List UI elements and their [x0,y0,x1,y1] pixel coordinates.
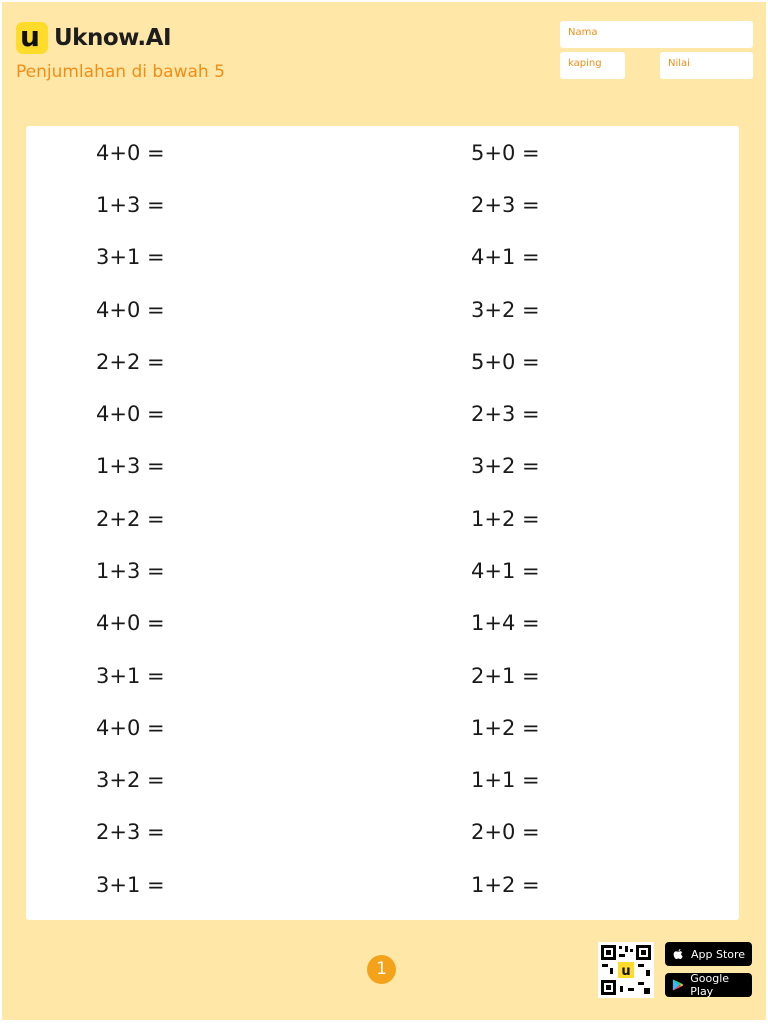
google-play-label: Google Play [690,972,730,998]
problem-left-1: 4+0 = [96,141,165,165]
name-field[interactable] [560,21,753,48]
problem-right-15: 1+2 = [471,873,540,897]
problem-right-4: 3+2 = [471,298,540,322]
uknow-logo-icon [16,22,48,54]
problem-left-6: 4+0 = [96,402,165,426]
problem-left-2: 1+3 = [96,193,165,217]
problem-left-7: 1+3 = [96,454,165,478]
brand [16,22,171,54]
svg-text:u: u [621,964,631,979]
problem-right-14: 2+0 = [471,820,540,844]
problem-left-12: 4+0 = [96,716,165,740]
problem-left-3: 3+1 = [96,245,165,269]
problem-left-13: 3+2 = [96,768,165,792]
worksheet-title: Penjumlahan di bawah 5 [16,62,225,82]
logo-letter: u [20,20,40,53]
apple-icon [671,947,685,961]
problem-right-11: 2+1 = [471,664,540,688]
class-field-label: kaping [568,58,602,69]
qr-code-icon [598,942,654,998]
problem-left-8: 2+2 = [96,507,165,531]
problem-right-7: 3+2 = [471,454,540,478]
problem-left-9: 1+3 = [96,559,165,583]
problem-right-12: 1+2 = [471,716,540,740]
class-field[interactable] [560,52,625,79]
problem-right-6: 2+3 = [471,402,540,426]
problem-right-13: 1+1 = [471,768,540,792]
problem-left-15: 3+1 = [96,873,165,897]
name-field-label: Nama [568,27,598,38]
problem-left-11: 3+1 = [96,664,165,688]
app-store-button[interactable] [665,942,752,966]
problem-right-5: 5+0 = [471,350,540,374]
app-store-label: App Store [691,947,746,961]
problem-left-5: 2+2 = [96,350,165,374]
problem-right-9: 4+1 = [471,559,540,583]
google-play-button[interactable] [665,973,752,997]
brand-name: Uknow.AI [54,25,172,51]
problem-left-14: 2+3 = [96,820,165,844]
page-number: 1 [367,955,396,984]
problem-right-3: 4+1 = [471,245,540,269]
problem-left-10: 4+0 = [96,611,165,635]
problem-right-8: 1+2 = [471,507,540,531]
google-play-icon [671,978,684,992]
problem-left-4: 4+0 = [96,298,165,322]
problem-right-2: 2+3 = [471,193,540,217]
problem-right-1: 5+0 = [471,141,540,165]
score-field[interactable] [660,52,753,79]
problem-right-10: 1+4 = [471,611,540,635]
score-field-label: Nilai [668,58,690,69]
